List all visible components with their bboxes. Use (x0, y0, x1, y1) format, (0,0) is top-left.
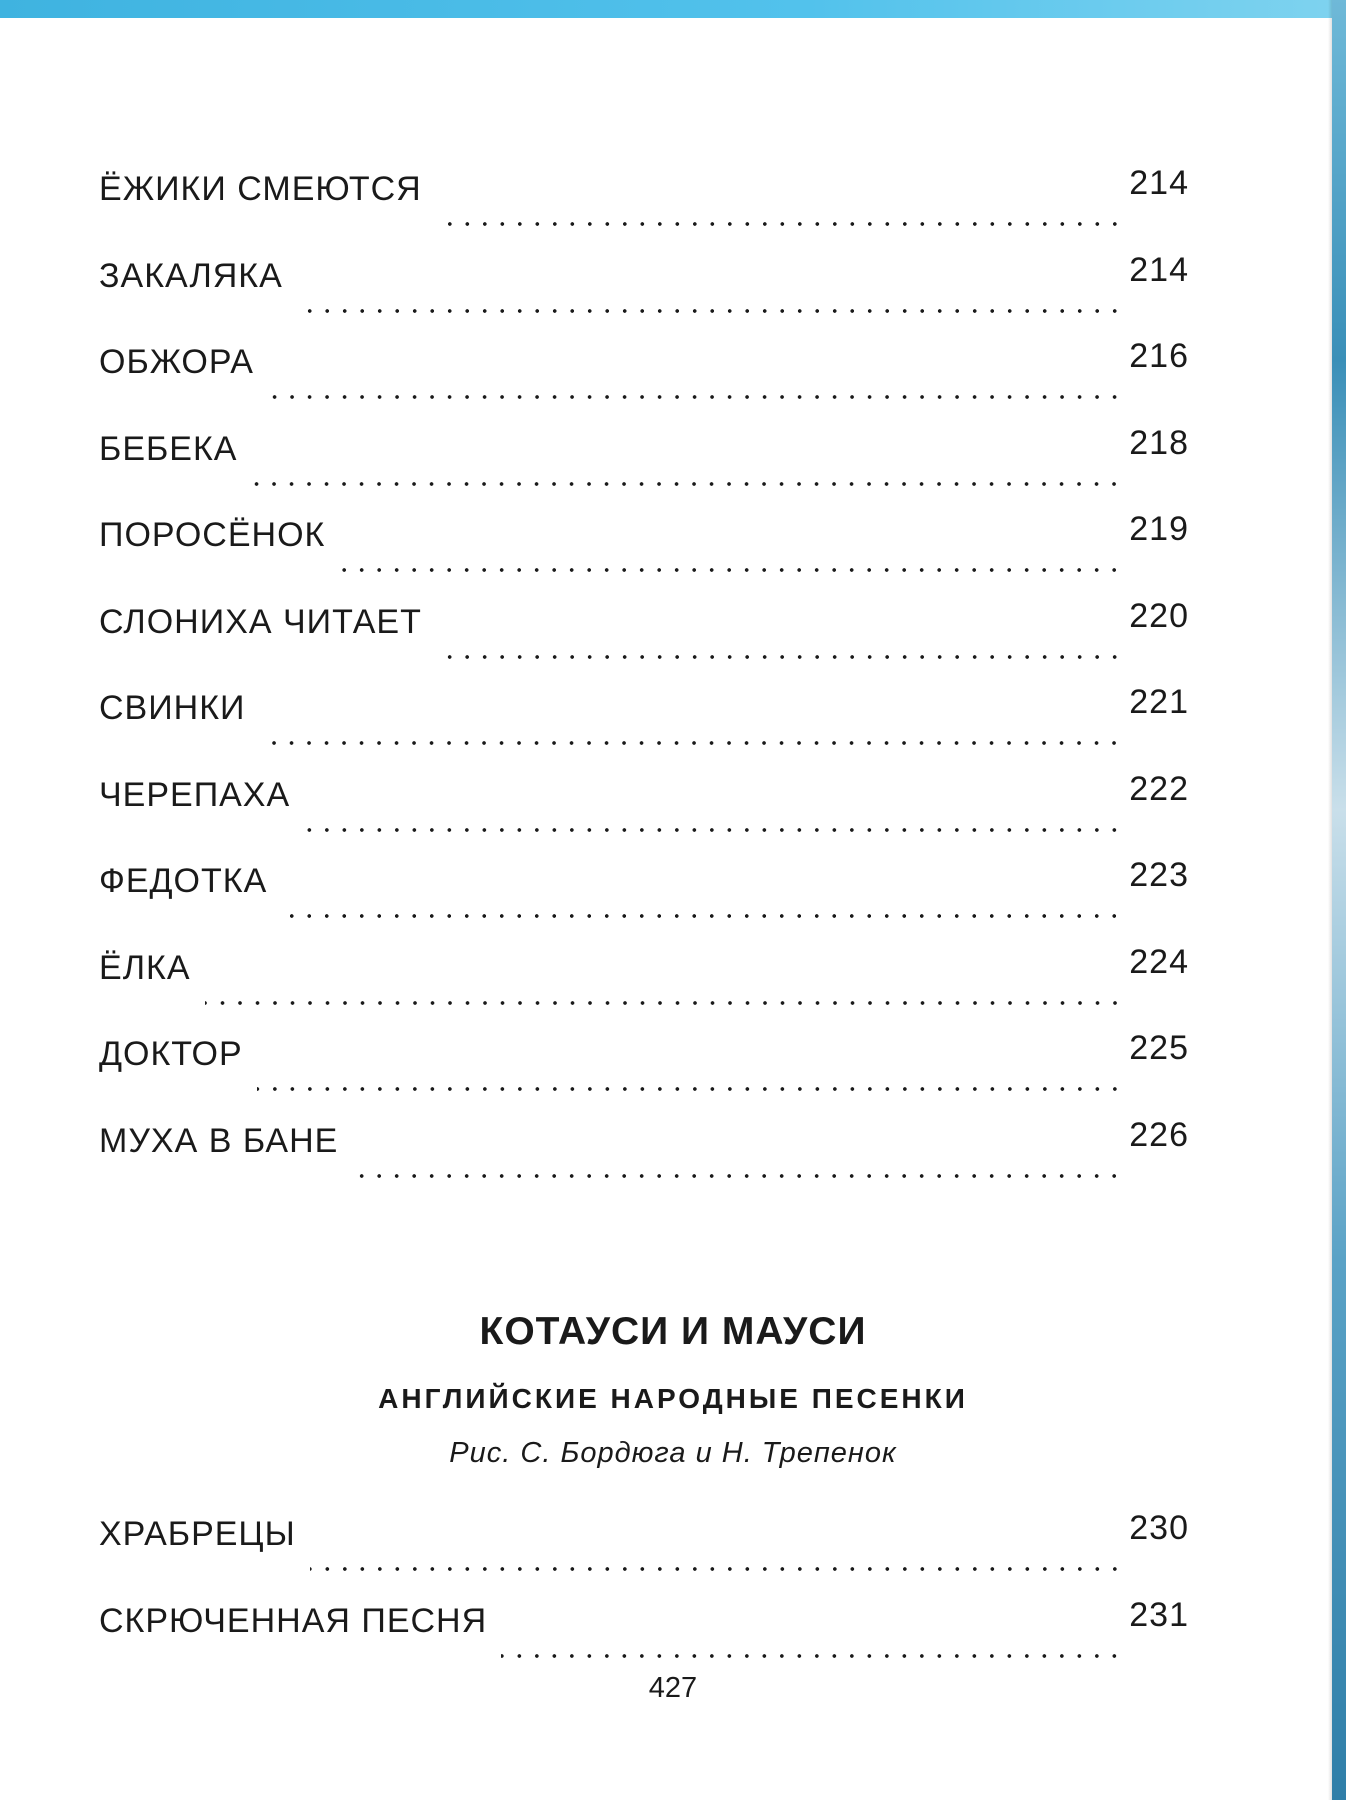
toc-entry[interactable] (99, 1509, 1189, 1602)
toc-entry[interactable] (99, 769, 1189, 863)
toc-list-main (99, 164, 1189, 1208)
toc-entry-title: МУХА В БАНЕ (99, 1121, 339, 1160)
dot-leader (205, 1001, 1124, 1005)
toc-entry-page: 214 (1129, 164, 1189, 202)
dot-leader (297, 309, 1123, 313)
toc-entry[interactable] (99, 337, 1189, 430)
toc-entry-page: 218 (1129, 423, 1189, 462)
toc-entry-title: ПОРОСЁНОК (99, 516, 326, 554)
illustrator-credit: Рис. С. Бордюга и Н. Трепенок (449, 1437, 897, 1469)
toc-entry[interactable] (99, 942, 1189, 1036)
toc-entry-page: 216 (1129, 337, 1189, 375)
toc-entry-title: ЧЕРЕПАХА (99, 775, 291, 814)
toc-entry[interactable] (99, 164, 1189, 257)
dot-leader (304, 828, 1123, 832)
toc-entry[interactable] (99, 683, 1189, 776)
dot-leader (310, 1567, 1124, 1571)
toc-entry[interactable] (99, 1115, 1189, 1209)
toc-entry-title: ФЕДОТКА (99, 862, 268, 900)
toc-entry-title: ОБЖОРА (99, 343, 254, 381)
toc-entry-title: ЁЖИКИ СМЕЮТСЯ (99, 170, 422, 208)
toc-entry-page: 231 (1129, 1595, 1189, 1634)
toc-entry-page: 224 (1129, 942, 1189, 981)
dot-leader (251, 482, 1123, 486)
toc-entry-title: ЁЛКА (99, 948, 191, 987)
right-page-edge (1332, 0, 1346, 1800)
toc-list-section (99, 1509, 1189, 1688)
toc-entry-title: СВИНКИ (99, 689, 246, 727)
toc-entry[interactable] (99, 856, 1189, 949)
dot-leader (436, 655, 1123, 659)
toc-entry[interactable] (99, 596, 1189, 690)
dot-leader (339, 568, 1123, 572)
dot-leader (268, 395, 1123, 399)
dot-leader (281, 914, 1123, 918)
toc-entry-title: ДОКТОР (99, 1035, 243, 1073)
page-number: 427 (648, 1672, 698, 1704)
dot-leader (352, 1174, 1123, 1178)
toc-entry[interactable] (99, 1029, 1189, 1122)
dot-leader (257, 1087, 1124, 1091)
toc-entry[interactable] (99, 423, 1189, 517)
toc-entry[interactable] (99, 510, 1189, 603)
section-subtitle: АНГЛИЙСКИЕ НАРОДНЫЕ ПЕСЕНКИ (378, 1383, 968, 1414)
toc-entry-title: СКРЮЧЕННАЯ ПЕСНЯ (99, 1601, 488, 1640)
toc-entry-page: 222 (1129, 769, 1189, 808)
toc-entry[interactable] (99, 250, 1189, 344)
toc-entry-page: 214 (1129, 250, 1189, 289)
section-title: КОТАУСИ И МАУСИ (479, 1310, 867, 1353)
toc-entry-page: 220 (1129, 596, 1189, 635)
toc-entry-title: СЛОНИХА ЧИТАЕТ (99, 602, 422, 641)
toc-entry-title: ХРАБРЕЦЫ (99, 1515, 296, 1553)
toc-entry-page: 219 (1129, 510, 1189, 548)
dot-leader (259, 741, 1123, 745)
toc-entry-page: 225 (1129, 1029, 1189, 1067)
toc-entry-page: 223 (1129, 856, 1189, 894)
toc-entry-page: 226 (1129, 1115, 1189, 1154)
top-color-band (0, 0, 1346, 18)
dot-leader (501, 1654, 1123, 1658)
toc-entry-title: БЕБЕКА (99, 429, 238, 468)
toc-entry-title: ЗАКАЛЯКА (99, 256, 283, 295)
toc-entry-page: 230 (1129, 1509, 1189, 1547)
toc-entry-page: 221 (1129, 683, 1189, 721)
dot-leader (436, 222, 1124, 226)
